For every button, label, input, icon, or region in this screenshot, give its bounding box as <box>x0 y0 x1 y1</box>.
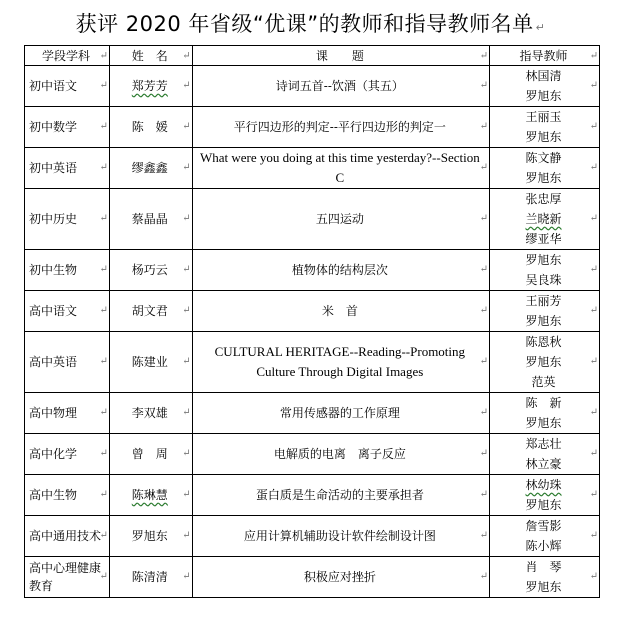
mentor-cell: 郑志壮 林立豪 ↵ <box>489 434 599 475</box>
mentor-cell: 王丽芳 罗旭东 ↵ <box>489 291 599 332</box>
mentor-cell: 陈 新 罗旭东 ↵ <box>489 393 599 434</box>
subject-cell: 初中历史 ↵ <box>25 189 110 250</box>
name-cell: 李双雄 ↵ <box>109 393 192 434</box>
mentor-cell: 林国清 罗旭东 ↵ <box>489 66 599 107</box>
name-cell: 罗旭东 ↵ <box>109 516 192 557</box>
subject-cell: 初中数学 ↵ <box>25 107 110 148</box>
name-cell: 缪鑫鑫 ↵ <box>109 148 192 189</box>
subject-cell: 高中心理健康教育 ↵ <box>25 557 110 598</box>
name-cell: 曾 周 ↵ <box>109 434 192 475</box>
subject-cell: 初中英语 ↵ <box>25 148 110 189</box>
topic-cell: 米 首 ↵ <box>192 291 489 332</box>
subject-cell: 高中化学 ↵ <box>25 434 110 475</box>
subject-cell: 高中英语 ↵ <box>25 332 110 393</box>
table-row <box>25 332 600 393</box>
name-cell: 杨巧云 ↵ <box>109 250 192 291</box>
name-cell: 陈 媛 ↵ <box>109 107 192 148</box>
table-row <box>25 434 600 475</box>
mentor-cell: 肖 琴 罗旭东 ↵ <box>489 557 599 598</box>
table-row <box>25 66 600 107</box>
mentor-cell: 张忠厚 兰晓新 缪亚华 ↵ <box>489 189 599 250</box>
name-cell: 陈清清 ↵ <box>109 557 192 598</box>
header-subject: 学段学科 ↵ <box>25 46 110 66</box>
table-row <box>25 557 600 598</box>
paragraph-mark-icon: ↵ <box>535 21 546 34</box>
mentor-cell: 陈文静 罗旭东 ↵ <box>489 148 599 189</box>
table-row <box>25 189 600 250</box>
table-row <box>25 107 600 148</box>
table-row <box>25 393 600 434</box>
table-row <box>25 516 600 557</box>
topic-cell: 植物体的结构层次 ↵ <box>192 250 489 291</box>
mentor-cell: 詹雪影 陈小辉 ↵ <box>489 516 599 557</box>
mentor-cell: 陈恩秋 罗旭东 范英 ↵ <box>489 332 599 393</box>
table-header-row <box>25 46 600 66</box>
subject-cell: 初中生物 ↵ <box>25 250 110 291</box>
page-title <box>0 10 621 42</box>
mentor-cell: 王丽玉 罗旭东 ↵ <box>489 107 599 148</box>
table-row <box>25 250 600 291</box>
topic-cell: 常用传感器的工作原理 ↵ <box>192 393 489 434</box>
table-row <box>25 475 600 516</box>
name-cell: 蔡晶晶 ↵ <box>109 189 192 250</box>
title-text: 获评 2020 年省级“优课”的教师和指导教师名单 <box>75 12 534 36</box>
topic-cell: What were you doing at this time yesterday?--Section C ↵ <box>192 148 489 189</box>
topic-cell: 电解质的电离 离子反应 ↵ <box>192 434 489 475</box>
subject-cell: 高中语文 ↵ <box>25 291 110 332</box>
header-name: 姓 名 ↵ <box>109 46 192 66</box>
name-cell: 陈琳慧 ↵ <box>109 475 192 516</box>
award-table <box>24 45 600 598</box>
topic-cell: 诗词五首--饮酒（其五） ↵ <box>192 66 489 107</box>
topic-cell: CULTURAL HERITAGE--Reading--Promoting Culture Through Digital Images ↵ <box>192 332 489 393</box>
topic-cell: 应用计算机辅助设计软件绘制设计图 ↵ <box>192 516 489 557</box>
mentor-cell: 林幼珠 罗旭东 ↵ <box>489 475 599 516</box>
subject-cell: 高中生物 ↵ <box>25 475 110 516</box>
name-cell: 胡文君 ↵ <box>109 291 192 332</box>
mentor-cell: 罗旭东 吴良珠 ↵ <box>489 250 599 291</box>
header-mentor: 指导教师 ↵ <box>489 46 599 66</box>
topic-cell: 蛋白质是生命活动的主要承担者 ↵ <box>192 475 489 516</box>
header-topic: 课 题 ↵ <box>192 46 489 66</box>
table-row <box>25 291 600 332</box>
topic-cell: 平行四边形的判定--平行四边形的判定一 ↵ <box>192 107 489 148</box>
subject-cell: 高中通用技术 ↵ <box>25 516 110 557</box>
topic-cell: 五四运动 ↵ <box>192 189 489 250</box>
topic-cell: 积极应对挫折 ↵ <box>192 557 489 598</box>
name-cell: 郑芳芳 ↵ <box>109 66 192 107</box>
table-row <box>25 148 600 189</box>
subject-cell: 高中物理 ↵ <box>25 393 110 434</box>
subject-cell: 初中语文 ↵ <box>25 66 110 107</box>
name-cell: 陈建业 ↵ <box>109 332 192 393</box>
